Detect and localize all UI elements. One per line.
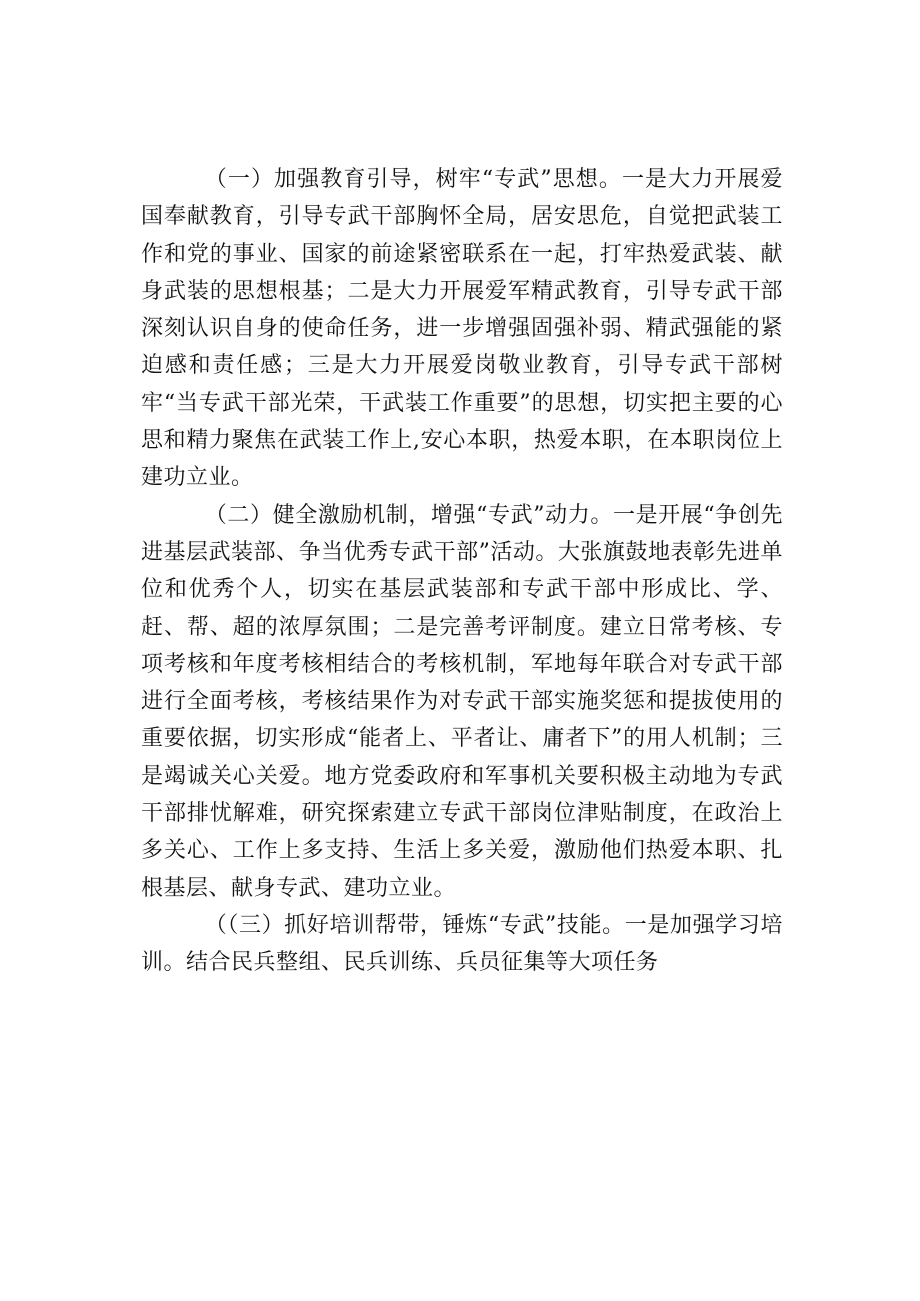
paragraph-incentive-mechanism: （二）健全激励机制，增强“专武”动力。一是开展“争创先进基层武装部、争当优秀专武干部”活动。大张旗鼓地表彰先进单位和优秀个人，切实在基层武装部和专武干部中形成比、学、赶、帮、超的浓厚氛围；二是完善考评制度。建立日常考核、专项考核和年度考核相结合的考核机制，军地每年联合对专武干部进行全面考核，考核结果作为对专武干部实施奖惩和提拔使用的重要依据，切实形成“能者上、平者让、庸者下”的用人机制；三是竭诚关心关爱。地方党委政府和军事机关要积极主动地为专武干部排忧解难，研究探索建立专武干部岗位津贴制度，在政治上多关心、工作上多支持、生活上多关爱，激励他们热爱本职、扎根基层、献身专武、建功立业。 <box>141 502 783 901</box>
document-body <box>141 161 783 982</box>
paragraph-education-guidance: （一）加强教育引导，树牢“专武”思想。一是大力开展爱国奉献教育，引导专武干部胸怀全局，居安思危，自觉把武装工作和党的事业、国家的前途紧密联系在一起，打牢热爱武装、献身武装的思想根基；二是大力开展爱军精武教育，引导专武干部深刻认识自身的使命任务，进一步增强固强补弱、精武强能的紧迫感和责任感；三是大力开展爱岗敬业教育，引导专武干部树牢“当专武干部光荣，干武装工作重要”的思想，切实把主要的心思和精力聚焦在武装工作上,安心本职，热爱本职，在本职岗位上建功立业。 <box>141 167 783 491</box>
paragraph-training-mentoring: （（三）抓好培训帮带，锤炼“专武”技能。一是加强学习培训。结合民兵整组、民兵训练、兵员征集等大项任务 <box>141 912 783 976</box>
